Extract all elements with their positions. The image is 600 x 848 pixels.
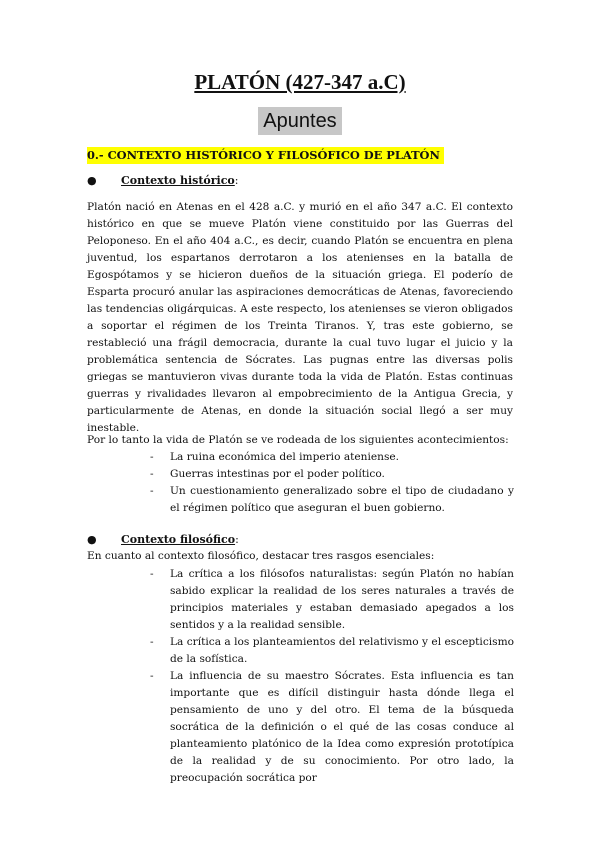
bullet-icon: ● xyxy=(87,533,97,546)
list-item-text: La crítica a los filósofos naturalistas: según Platón no habían sabido explicar la realidad de los seres naturales a través de principios materiales y estaban demasiado apegados a los sentidos y a la realidad sensible. xyxy=(170,568,514,631)
list-item xyxy=(150,449,514,466)
dash-marker: - xyxy=(150,485,154,497)
philosophical-traits-list xyxy=(150,566,514,787)
list-item xyxy=(150,566,514,634)
list-item xyxy=(150,634,514,668)
historical-events-list xyxy=(150,449,514,517)
list-item-text: La influencia de su maestro Sócrates. Esta influencia es tan importante que es difícil distinguir hasta dónde llega el pensamiento de uno y del otro. El tema de la búsqueda socrática de la definición o el qué de las cosas conduce al planteamiento platónico de la Idea como expresión prototípica de la realidad y de su conocimiento. Por otro lado, la preocupación socrática por xyxy=(170,670,514,784)
dash-marker: - xyxy=(150,468,154,480)
philosophical-intro: En cuanto al contexto filosófico, destacar tres rasgos esenciales: xyxy=(87,550,435,562)
list-item xyxy=(150,668,514,787)
historical-context-heading xyxy=(87,173,239,189)
dash-marker: - xyxy=(150,636,154,648)
list-item-text: Guerras intestinas por el poder político. xyxy=(170,468,385,480)
label-colon: : xyxy=(235,533,239,546)
document-subtitle: Apuntes xyxy=(258,107,341,135)
historical-summary: Por lo tanto la vida de Platón se ve rodeada de los siguientes acontecimientos: xyxy=(87,434,509,446)
bullet-icon: ● xyxy=(87,174,97,187)
list-item-text: La crítica a los planteamientos del relativismo y el escepticismo de la sofística. xyxy=(170,636,514,665)
subtitle-wrapper xyxy=(0,107,600,135)
label-colon: : xyxy=(234,174,239,187)
document-title: PLATÓN (427-347 a.C) xyxy=(194,70,406,94)
philosophical-context-label: Contexto filosófico xyxy=(121,533,236,546)
section-heading: 0.- CONTEXTO HISTÓRICO Y FILOSÓFICO DE PLATÓN xyxy=(87,147,444,164)
list-item xyxy=(150,466,514,483)
list-item-text: Un cuestionamiento generalizado sobre el tipo de ciudadano y el régimen político que aseguran el buen gobierno. xyxy=(170,485,514,514)
dash-marker: - xyxy=(150,670,154,682)
list-item-text: La ruina económica del imperio ateniense. xyxy=(170,451,400,463)
dash-marker: - xyxy=(150,568,154,580)
historical-context-label: Contexto histórico xyxy=(121,174,235,187)
list-item xyxy=(150,483,514,517)
dash-marker: - xyxy=(150,451,154,463)
philosophical-context-heading xyxy=(87,532,239,548)
historical-paragraph: Platón nació en Atenas en el 428 a.C. y murió en el año 347 a.C. El contexto histórico en que se mueve Platón viene constituido por las Guerras del Peloponeso. En el año 404 a.C., es decir, cuando Platón se encuentra en plena juventud, los espartanos derrotaron a los atenienses en la batalla de Egospótamos y se hicieron dueños de la situación griega. El poderío de Esparta procuró anular las aspiraciones democráticas de Atenas, favoreciendo las tendencias oligárquicas. A este respecto, los atenienses se vieron obligados a soportar el régimen de los Treinta Tiranos. Y, tras este gobierno, se restableció una frágil democracia, durante la cual tuvo lugar el juicio y la problemática sentencia de Sócrates. Las pugnas entre las diversas polis griegas se mantuvieron vivas durante toda la vida de Platón. Estas continuas guerras y rivalidades llevaron al empobrecimiento de la Antigua Grecia, y particularmente de Atenas, en donde la situación social llegó a ser muy inestable. xyxy=(87,201,513,434)
